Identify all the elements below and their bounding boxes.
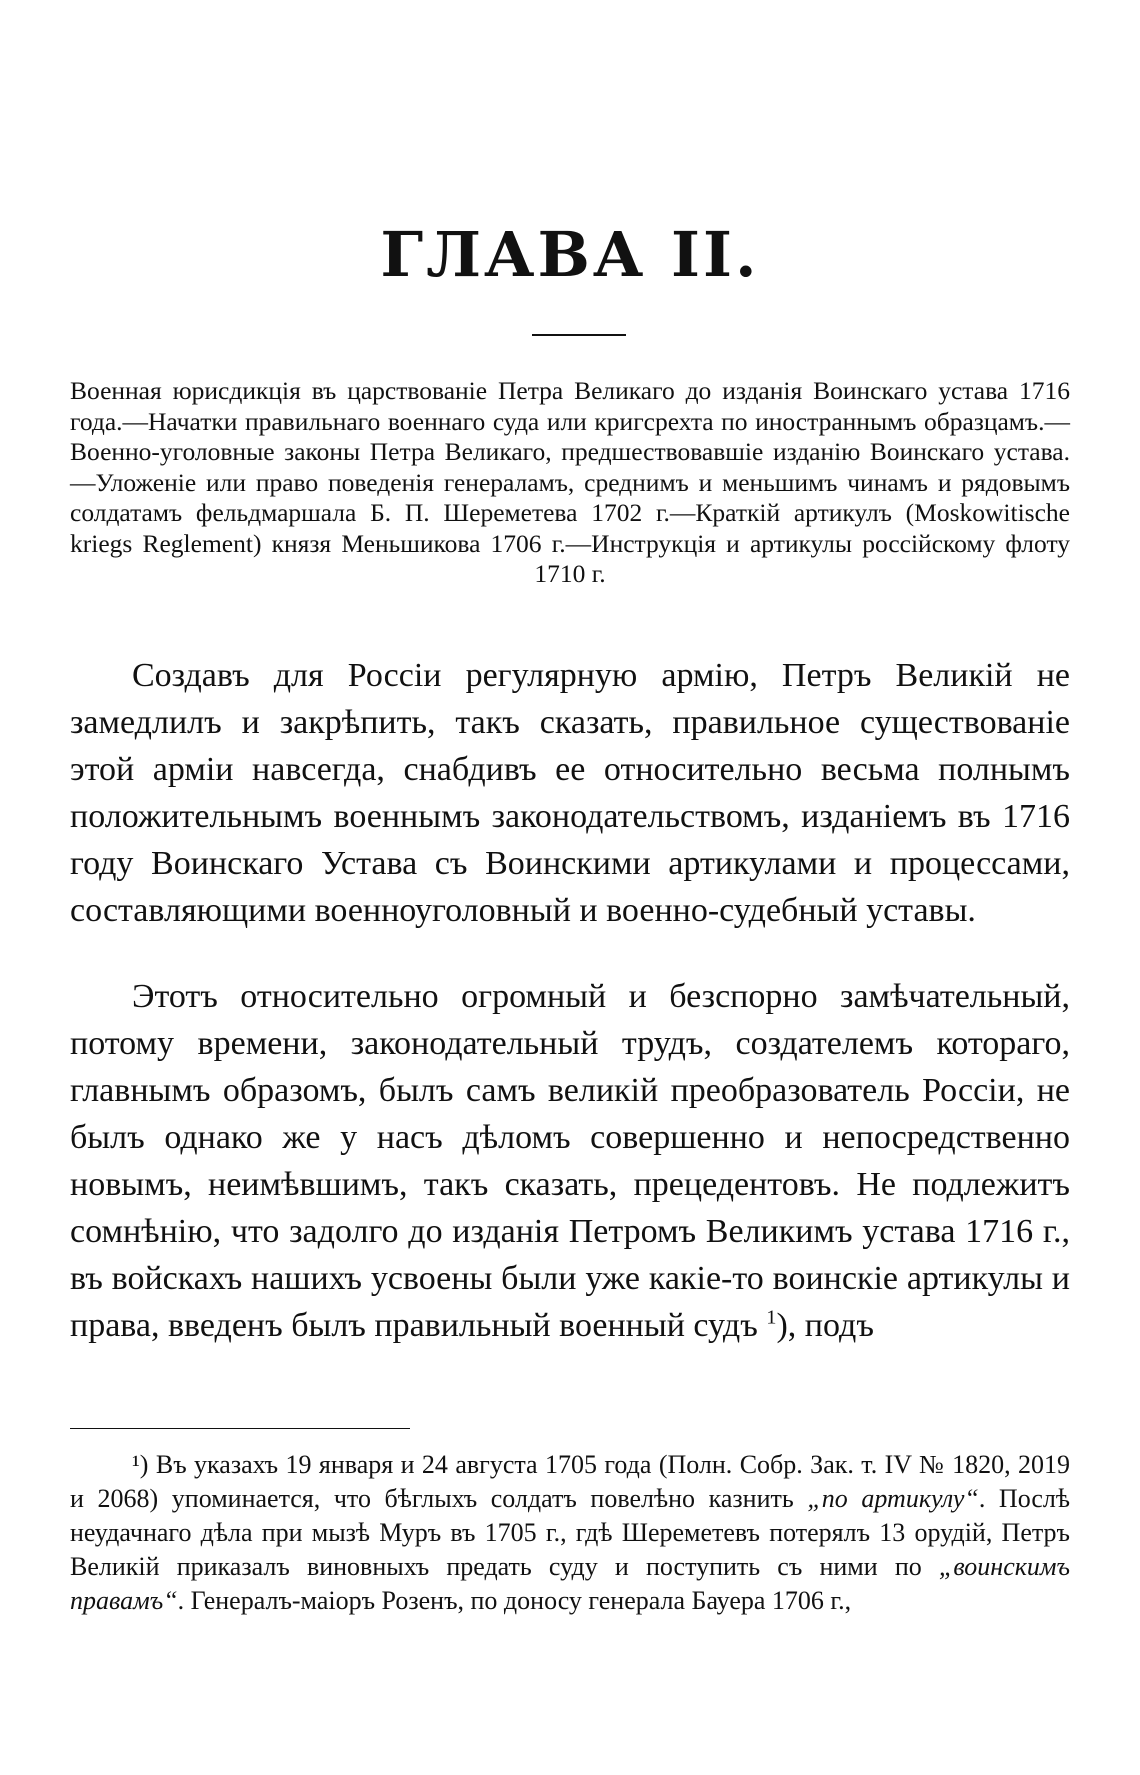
paragraph-2-end: ), подъ — [776, 1307, 874, 1344]
footnote-text-b: . Послѣ неудачнаго дѣла при мызѣ Муръ въ 1705 г., гдѣ Шереметевъ потерялъ 13 орудій, Петръ Великій приказалъ виновныхъ предать суду и поступить съ ними по — [70, 1484, 1070, 1581]
body-paragraph-1 — [70, 652, 1070, 934]
footnote-marker: ¹) — [132, 1450, 149, 1479]
footnote-reference[interactable]: 1 — [766, 1306, 777, 1329]
footnote-quote-a: „по артикулу“ — [807, 1484, 979, 1513]
footnote-rule — [70, 1428, 410, 1429]
title-rule — [532, 334, 626, 336]
footnote-text-a: Въ указахъ 19 января и 24 августа 1705 года (Полн. Собр. Зак. т. IV № 1820, 2019 и 2068) упоминается, что бѣглыхъ солдатъ повелѣно казнить — [70, 1450, 1070, 1513]
paragraph-2-text: Этотъ относительно огромный и безспорно замѣчательный, потому времени, законодательный трудъ, создателемъ котораго, главнымъ образомъ, былъ самъ великій преобразователь Россіи, не былъ однако же у насъ дѣломъ совершенно и непосредственно новымъ, неимѣвшимъ, такъ сказать, прецедентовъ. Не подлежитъ сомнѣнію, что задолго до изданія Петромъ Великимъ устава 1716 г., въ войскахъ нашихъ усвоены были уже какіе-то воинскіе артикулы и права, введенъ былъ правильный военный судъ — [70, 978, 1070, 1344]
body-paragraph-2 — [70, 973, 1070, 1349]
footnote-text-c: . Генералъ-маіоръ Розенъ, по доносу генерала Бауера 1706 г., — [177, 1586, 852, 1615]
footnote-quote-b: „воинскимъ правамъ“ — [70, 1552, 1070, 1615]
chapter-summary: Военная юрисдикція въ царствованіе Петра Великаго до изданія Воинскаго устава 1716 года.—Начатки правильнаго военнаго суда или кригсрехта по иностраннымъ образцамъ.—Военно-уголовные законы Петра Великаго, предшествовавшіе изданію Воинскаго устава.—Уложеніе или право поведенія генераламъ, среднимъ и меньшимъ чинамъ и рядовымъ солдатамъ фельдмаршала Б. П. Шереметева 1702 г.—Краткій артикулъ (Moskowitische kriegs Reglement) князя Меньшикова 1706 г.—Инструкція и артикулы россійскому флоту 1710 г. — [70, 376, 1070, 588]
footnote — [70, 1448, 1070, 1618]
paragraph-1-text: Создавъ для Россіи регулярную армію, Петръ Великій не замедлилъ и закрѣпить, такъ сказать, правильное существованіе этой арміи навсегда, снабдивъ ее относительно весьма полнымъ положительнымъ военнымъ законодательствомъ, изданіемъ въ 1716 году Воинскаго Устава съ Воинскими артикулами и процессами, составляющими военноуголовный и военно-судебный уставы. — [70, 657, 1070, 929]
chapter-title: ГЛАВА II. — [380, 218, 760, 291]
